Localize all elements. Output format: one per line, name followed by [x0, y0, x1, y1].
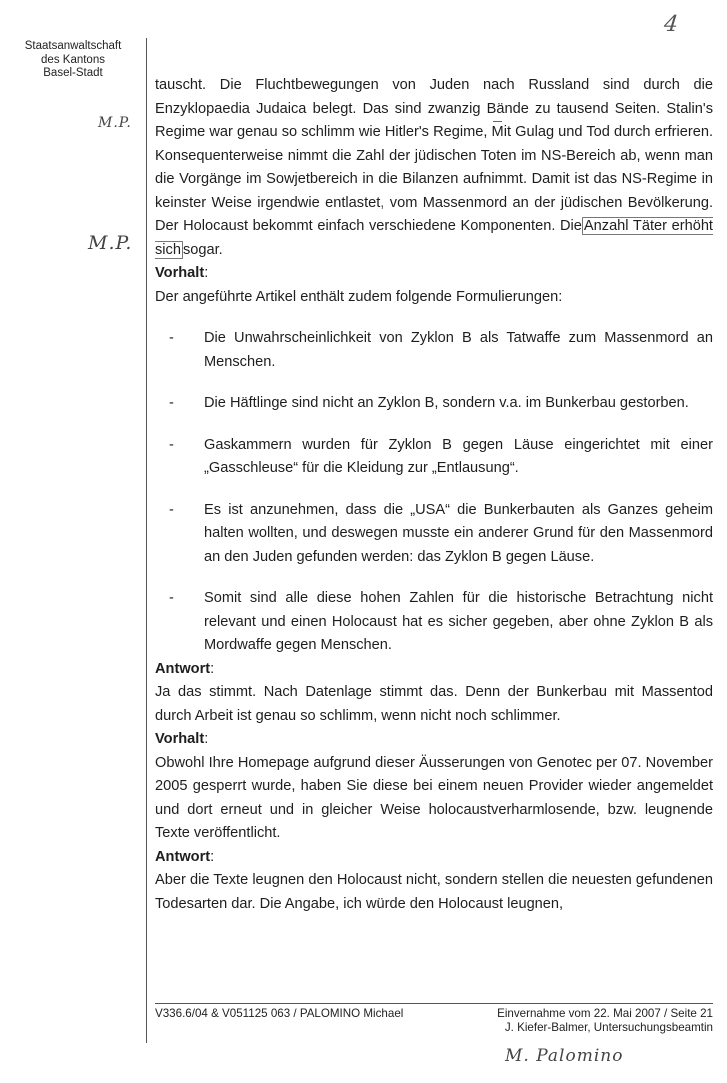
antwort-heading-2: Antwort: [155, 848, 215, 865]
margin-initials-2: M.P. [88, 232, 133, 254]
vorhalt-text-2: Obwohl Ihre Homepage aufgrund dieser Äusserungen von Genotec per 07. November 2005 gesperrt wurde, haben Sie diese bei einem neuen Provider wieder angemeldet und dort erneut und in gleicher Weise holocaustverharmlosende, bzw. leugnende Texte veröffentlicht. [155, 754, 713, 841]
hearing-date-page: Einvernahme vom 22. Mai 2007 / Seite 21 [497, 1007, 713, 1020]
document-body [155, 74, 713, 916]
handwritten-correction: M [491, 124, 504, 140]
case-reference: V336.6/04 & V051125 063 / PALOMINO Michael [155, 1007, 404, 1020]
list-item: - Es ist anzunehmen, dass die „USA“ die Bunkerbauten als Ganzes geheim halten wollten, und deswegen musste ein anderer Grund für den Massenmord an den Juden gefunden werden: das Zyklon B gegen Läuse. [169, 501, 713, 565]
list-item: - Die Häftlinge sind nicht an Zyklon B, sondern v.a. im Bunkerbau gestorben. [169, 395, 689, 411]
page-footer [155, 1007, 713, 1035]
sender-block [0, 40, 146, 81]
sender-line-1: Staatsanwaltschaft [24, 40, 122, 52]
margin-rule [146, 38, 147, 1043]
margin-initials-1: M.P. [98, 115, 132, 131]
quoted-statements-list [155, 327, 713, 658]
boxed-annotation: Anzahl Täter erhöht sich [155, 218, 713, 258]
vorhalt-intro: Der angeführte Artikel enthält zudem folgende Formulierungen: [155, 288, 563, 305]
vorhalt-heading-2: Vorhalt: [155, 731, 209, 747]
officer-name: J. Kiefer-Balmer, Untersuchungsbeamtin [504, 1021, 713, 1034]
antwort-text-1: Ja das stimmt. Nach Datenlage stimmt das. Denn der Bunkerbau mit Massentod durch Arbeit ist genau so schlimm, wenn nicht noch schlimmer. [155, 684, 713, 724]
list-item: - Die Unwahrscheinlichkeit von Zyklon B als Tatwaffe zum Massenmord an Menschen. [169, 330, 713, 370]
vorhalt-heading-1: Vorhalt: [155, 265, 209, 281]
handwritten-comma-mark: , [380, 194, 385, 211]
antwort-text-2: Aber die Texte leugnen den Holocaust nicht, sondern stellen die neuesten gefundenen Todesarten dar. Die Angabe, ich würde den Holocaust leugnen, [155, 872, 713, 912]
handwritten-page-number: 4 [662, 12, 680, 37]
antwort-heading-1: Antwort: [155, 660, 215, 677]
list-item: - Gaskammern wurden für Zyklon B gegen Läuse eingerichtet mit einer „Gasschleuse“ für die Kleidung zur „Entlausung“. [169, 436, 713, 476]
paragraph-continued: tauscht. Die Fluchtbewegungen von Juden nach Russland sind durch die Enzyklopaedia Judaica belegt. Das sind zwanzig Bände zu tausend Seiten. Stalin's Regime war genau so schlimm wie Hitler's Regime, Mit Gulag und Tod durch erfrieren. Konsequenterweise nimmt die Zahl der jüdischen Toten im NS-Bereich ab, wenn man die Vorgänge im Sowjetbereich in die Bilanzen aufnimmt. Damit ist das NS-Regime in keinster Weise irgendwie entlastet, vom Massenmord an der jüdischen Bevölkerung. Der Holocaust bekommt einfach verschiedene Komponenten. Die Anzahl Täter erhöht sich sogar. [155, 77, 714, 258]
footer-rule [155, 1003, 713, 1004]
sender-line-2: des Kantons [41, 53, 105, 66]
handwritten-signature: M. Palomino [505, 1046, 624, 1066]
sender-line-3: Basel-Stadt [43, 67, 103, 79]
list-item: - Somit sind alle diese hohen Zahlen für die historische Betrachtung nicht relevant und einen Holocaust hat es sicher gegeben, aber ohne Zyklon B als Mordwaffe gegen Menschen. [169, 590, 713, 653]
